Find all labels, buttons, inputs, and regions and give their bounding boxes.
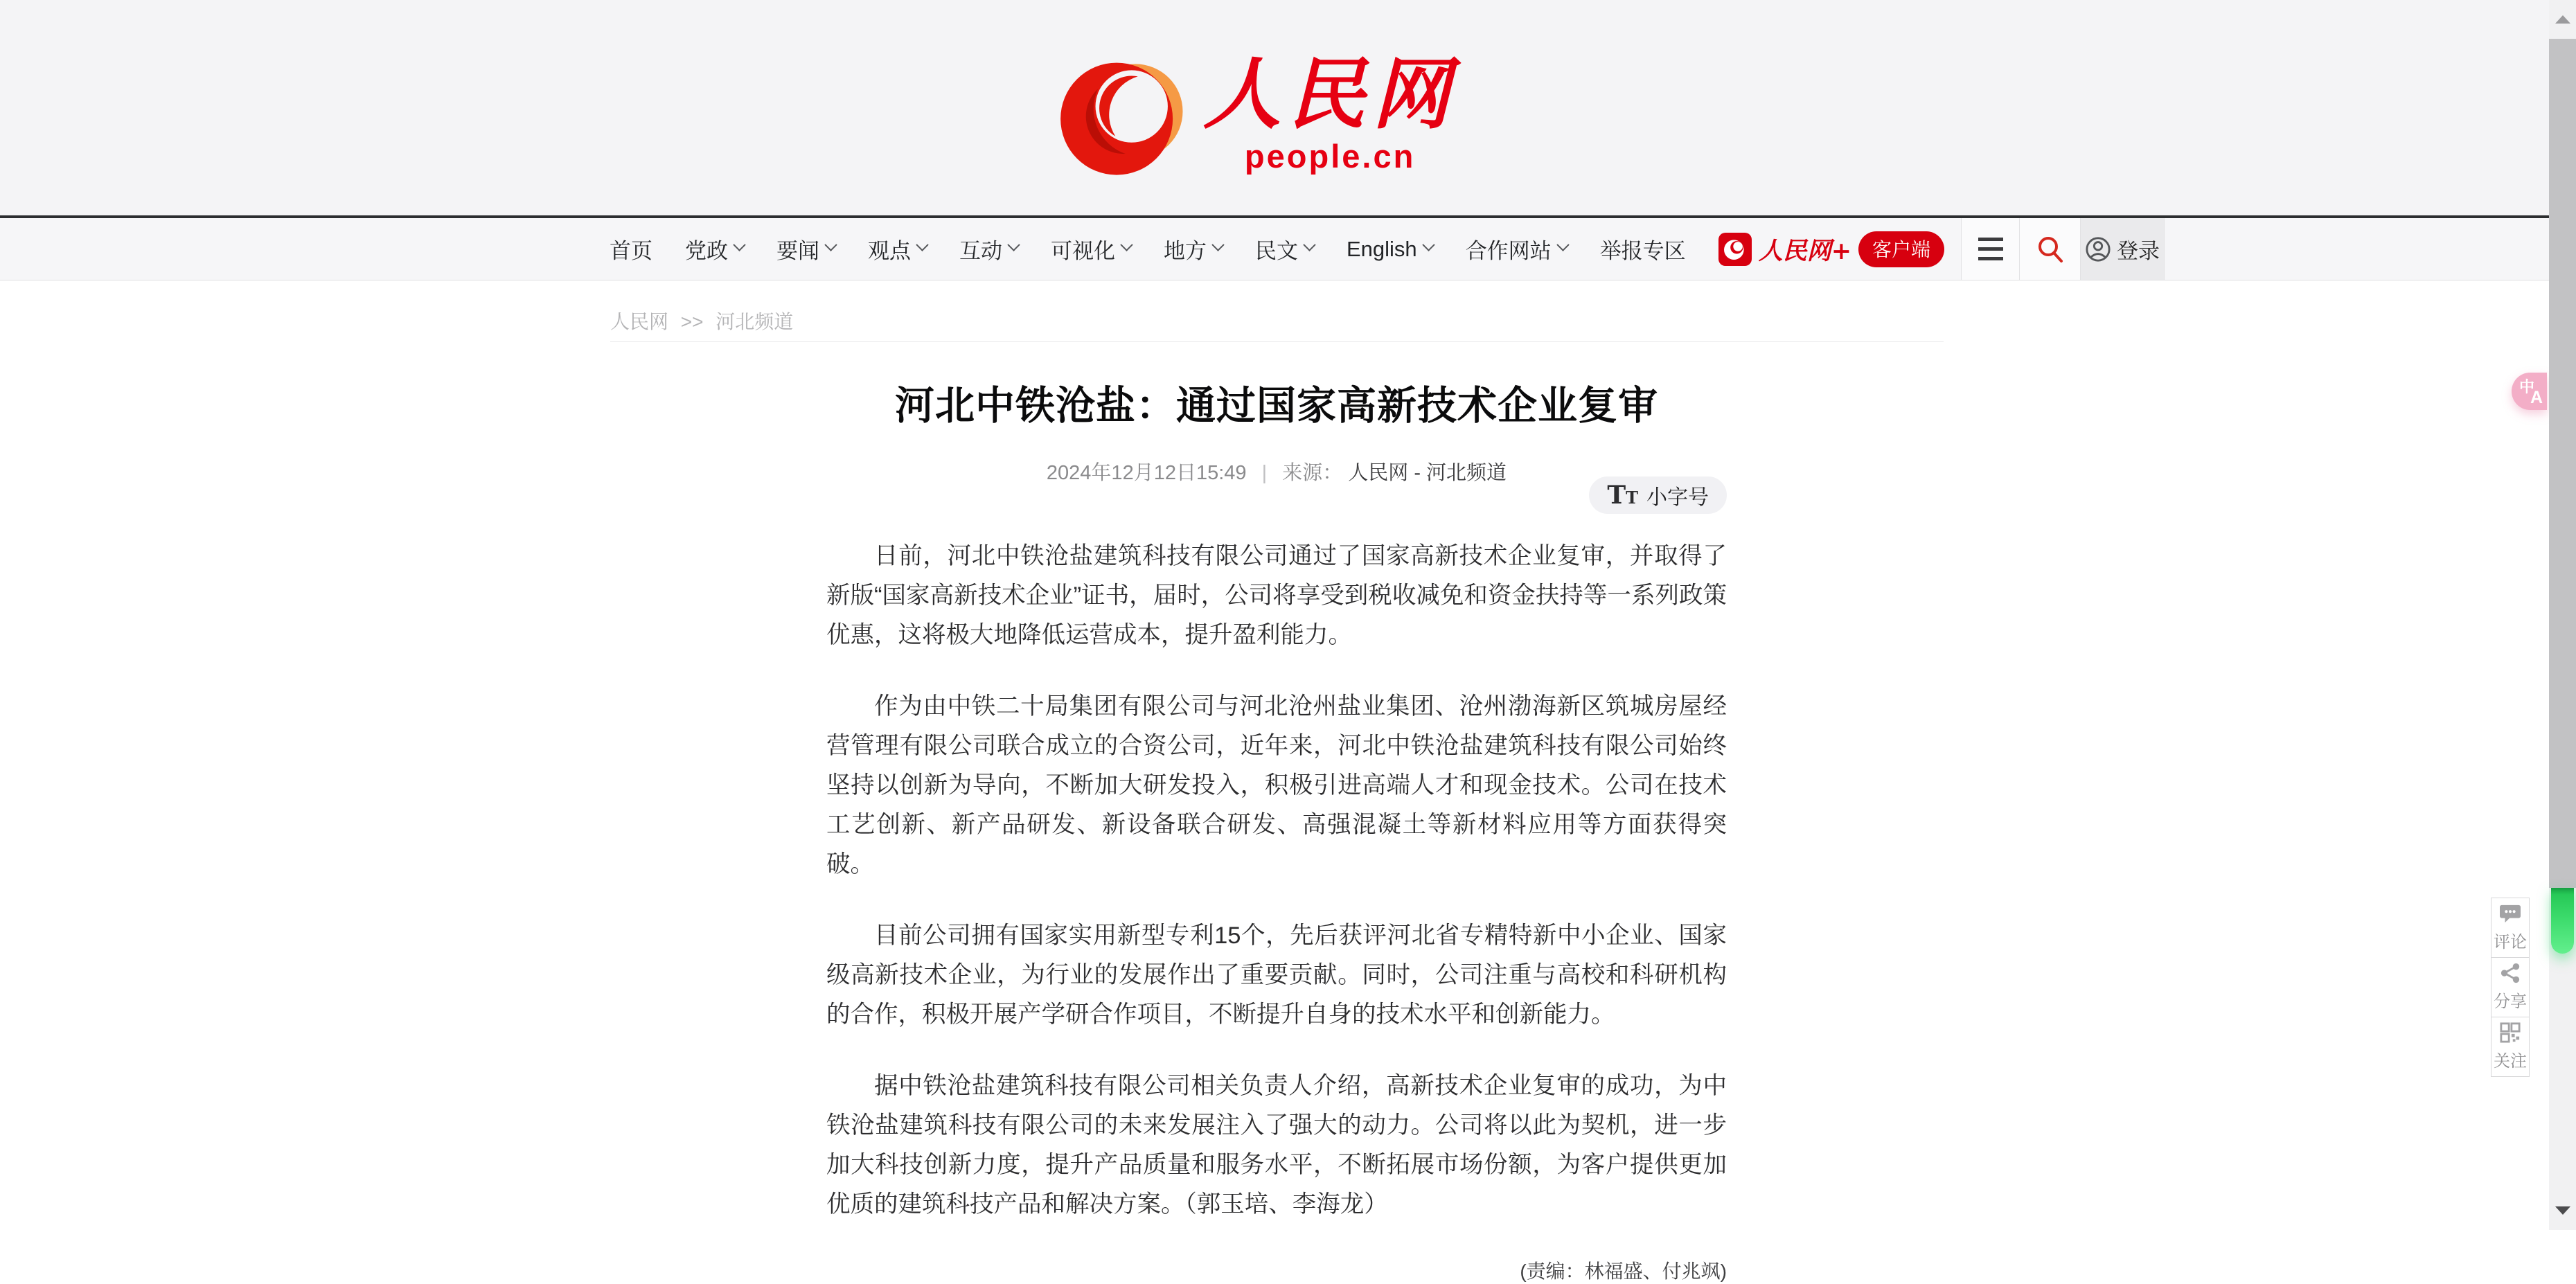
follow-label: 关注 (2494, 1052, 2527, 1071)
publish-date: 2024年12月12日15:49 (1046, 462, 1247, 484)
chevron-down-icon (1007, 238, 1020, 251)
arrow-down-icon (2555, 1206, 2570, 1215)
chevron-down-icon (1211, 238, 1224, 251)
nav-item-minwen[interactable]: 民文 (1255, 233, 1314, 265)
people-cn-logo-icon (1060, 54, 1185, 179)
chevron-down-icon (1556, 238, 1569, 251)
nav-item-dangzheng[interactable]: 党政 (685, 233, 744, 265)
nav-item-yaowen[interactable]: 要闻 (776, 233, 835, 265)
article-paragraph: 据中铁沧盐建筑科技有限公司相关负责人介绍，高新技术企业复审的成功，为中铁沧盐建筑科技有限公司的未来发展注入了强大的动力。公司将以此为契机，进一步加大科技创新力度，提升产品质量和服务水平，不断拓展市场份额，为客户提供更加优质的建筑科技产品和解决方案。（郭玉培、李海龙） (826, 1073, 1727, 1218)
translate-icon: 中 (2519, 378, 2535, 395)
people-app-badge[interactable] (1718, 231, 1944, 267)
login-label: 登录 (2117, 239, 2160, 263)
font-size-icon: TT (1607, 481, 1638, 510)
site-logo[interactable] (1060, 49, 1457, 179)
nav-item-difang[interactable]: 地方 (1164, 233, 1223, 265)
share-label: 分享 (2494, 992, 2527, 1011)
font-size-control[interactable] (1589, 476, 1727, 514)
chevron-down-icon (1303, 238, 1315, 251)
share-icon (2500, 963, 2521, 983)
content-divider (610, 341, 1944, 342)
chevron-down-icon (1120, 238, 1132, 251)
source-label: 来源： (1282, 462, 1343, 484)
scrollbar-down-button[interactable] (2549, 1191, 2576, 1230)
chevron-down-icon (824, 238, 837, 251)
breadcrumb-site[interactable]: 人民网 (610, 311, 669, 332)
menu-button[interactable] (1961, 218, 2019, 280)
scrollbar-up-button[interactable] (2549, 0, 2576, 39)
nav-item-guandian[interactable]: 观点 (868, 233, 927, 265)
nav-item-home[interactable]: 首页 (610, 239, 652, 263)
scroll-progress-indicator (2551, 888, 2574, 954)
logo-en-text: people.cn (1244, 138, 1416, 175)
search-icon (2035, 234, 2066, 265)
nav-item-report-zone[interactable]: 举报专区 (1599, 239, 1686, 263)
nav-item-keshihua[interactable]: 可视化 (1051, 233, 1131, 265)
site-header (0, 0, 2549, 215)
font-size-label: 小字号 (1646, 486, 1709, 509)
qr-code-icon (2500, 1022, 2521, 1043)
breadcrumb (610, 307, 793, 335)
follow-button[interactable] (2491, 1017, 2530, 1077)
scrollbar-track[interactable] (2549, 0, 2576, 1230)
translate-button[interactable]: 中 A (2512, 373, 2547, 410)
login-button[interactable] (2080, 218, 2165, 280)
article (826, 360, 1727, 1284)
hamburger-icon (1978, 238, 2003, 241)
logo-text (1203, 49, 1457, 175)
search-button[interactable] (2019, 218, 2080, 280)
editor-note: (责编：林福盛、付兆飒) (1520, 1260, 1727, 1282)
source-link[interactable]: 人民网 - 河北频道 (1348, 462, 1507, 484)
logo-cn-text: 人民网 (1203, 49, 1457, 140)
nav-item-hudong[interactable]: 互动 (959, 233, 1018, 265)
comment-label: 评论 (2494, 933, 2527, 952)
side-action-panel (2491, 898, 2530, 1077)
user-icon (2085, 236, 2111, 262)
article-paragraph: 日前，河北中铁沧盐建筑科技有限公司通过了国家高新技术企业复审，并取得了新版“国家高新技术企业”证书，届时，公司将享受到税收减免和资金扶持等一系列政策优惠，这将极大地降低运营成本，提升盈利能力。 (826, 543, 1727, 648)
article-paragraph: 作为由中铁二十局集团有限公司与河北沧州盐业集团、沧州渤海新区筑城房屋经营管理有限公司联合成立的合资公司，近年来，河北中铁沧盐建筑科技有限公司始终坚持以创新为导向，不断加大研发投入，积极引进高端人才和现金技术。公司在技术工艺创新、新产品研发、新设备联合研发、高强混凝土等新材料应用等方面获得突破。 (826, 693, 1727, 877)
article-body (826, 537, 1727, 1224)
share-button[interactable] (2491, 957, 2530, 1017)
app-badge-name: 人民网+ (1758, 236, 1852, 265)
article-title: 河北中铁沧盐：通过国家高新技术企业复审 (895, 384, 1658, 428)
meta-separator: | (1261, 462, 1268, 484)
main-navbar (0, 215, 2549, 280)
scrollbar-thumb[interactable] (2549, 39, 2576, 888)
comment-button[interactable] (2491, 898, 2530, 958)
chevron-down-icon (733, 238, 745, 251)
app-badge-tag: 客户端 (1858, 231, 1944, 267)
article-meta (826, 457, 1727, 485)
chevron-down-icon (1422, 238, 1434, 251)
article-paragraph: 目前公司拥有国家实用新型专利15个，先后获评河北省专精特新中小企业、国家级高新技术企业，为行业的发展作出了重要贡献。同时，公司注重与高校和科研机构的合作，积极开展产学研合作项目，不断提升自身的技术水平和创新能力。 (826, 922, 1727, 1028)
arrow-up-icon (2555, 15, 2570, 24)
nav-item-english[interactable]: English (1347, 237, 1433, 262)
nav-items (610, 218, 2165, 280)
breadcrumb-channel[interactable]: 河北频道 (716, 311, 794, 332)
people-plus-icon (1718, 233, 1752, 266)
breadcrumb-separator: >> (680, 311, 704, 332)
nav-item-partner-sites[interactable]: 合作网站 (1466, 233, 1567, 265)
comment-icon (2499, 903, 2521, 924)
chevron-down-icon (916, 238, 928, 251)
